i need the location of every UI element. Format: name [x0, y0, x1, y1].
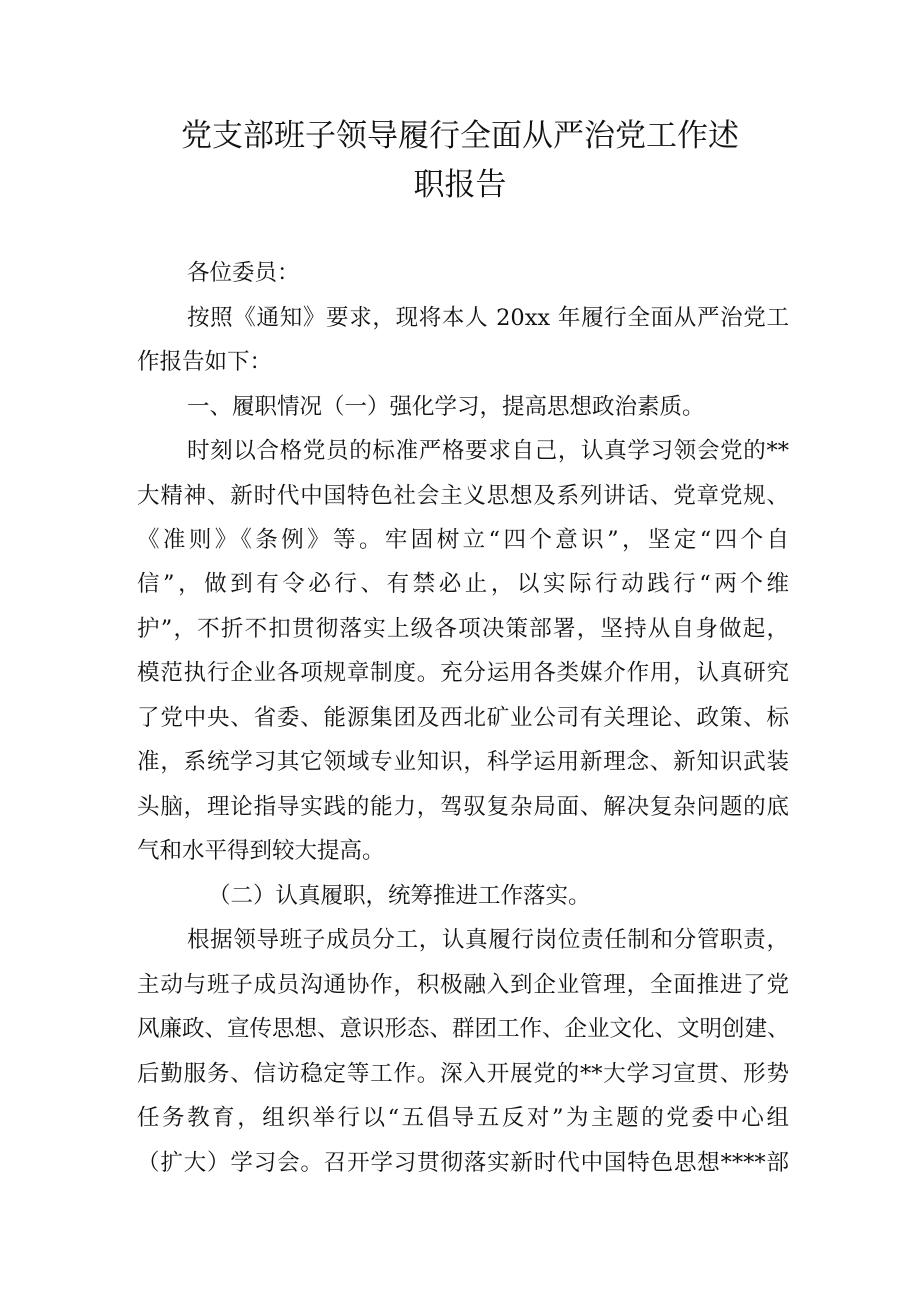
- salutation: 各位委员：: [187, 260, 300, 286]
- paragraph-line: 后勤服务、信访稳定等工作。深入开展党的**大学习宣贯、形势: [137, 1061, 789, 1087]
- document-title-line-1: 党支部班子领导履行全面从严治党工作述: [181, 118, 739, 154]
- paragraph-line: 任务教育，组织举行以“五倡导五反对”为主题的党委中心组: [137, 1105, 789, 1131]
- paragraph-line: 根据领导班子成员分工，认真履行岗位责任制和分管职责，: [187, 927, 789, 953]
- section-heading: （二）认真履职，统筹推进工作落实。: [208, 883, 591, 909]
- paragraph-line: 信”，做到有令必行、有禁必止，以实际行动践行“两个维: [137, 571, 789, 597]
- paragraph-line: 风廉政、宣传思想、意识形态、群团工作、企业文化、文明创建、: [137, 1016, 790, 1042]
- paragraph-line: （扩大）学习会。召开学习贯彻落实新时代中国特色思想****部: [137, 1150, 789, 1176]
- paragraph-line: 按照《通知》要求，现将本人 20xx 年履行全面从严治党工: [187, 305, 789, 331]
- section-heading: 一、履职情况（一）强化学习，提高思想政治素质。: [187, 394, 705, 420]
- paragraph-line: 护”，不折不扣贯彻落实上级各项决策部署，坚持从自身做起，: [137, 616, 789, 642]
- paragraph-line: 准，系统学习其它领域专业知识，科学运用新理念、新知识武装: [137, 749, 789, 775]
- paragraph-line: 主动与班子成员沟通协作，积极融入到企业管理，全面推进了党: [137, 972, 789, 998]
- paragraph-line: 《准则》《条例》等。牢固树立“四个意识”，坚定“四个自: [137, 527, 789, 553]
- paragraph-line: 头脑，理论指导实践的能力，驾驭复杂局面、解决复杂问题的底: [137, 794, 789, 820]
- paragraph-line: 时刻以合格党员的标准严格要求自己，认真学习领会党的**: [187, 438, 789, 464]
- paragraph-line: 模范执行企业各项规章制度。充分运用各类媒介作用，认真研究: [137, 660, 789, 686]
- paragraph-line: 大精神、新时代中国特色社会主义思想及系列讲话、党章党规、: [137, 483, 789, 509]
- paragraph-line: 了党中央、省委、能源集团及西北矿业公司有关理论、政策、标: [137, 705, 789, 731]
- paragraph-line: 气和水平得到较大提高。: [137, 838, 385, 864]
- paragraph-line: 作报告如下：: [137, 349, 273, 375]
- document-title-line-2: 职报告: [413, 167, 507, 203]
